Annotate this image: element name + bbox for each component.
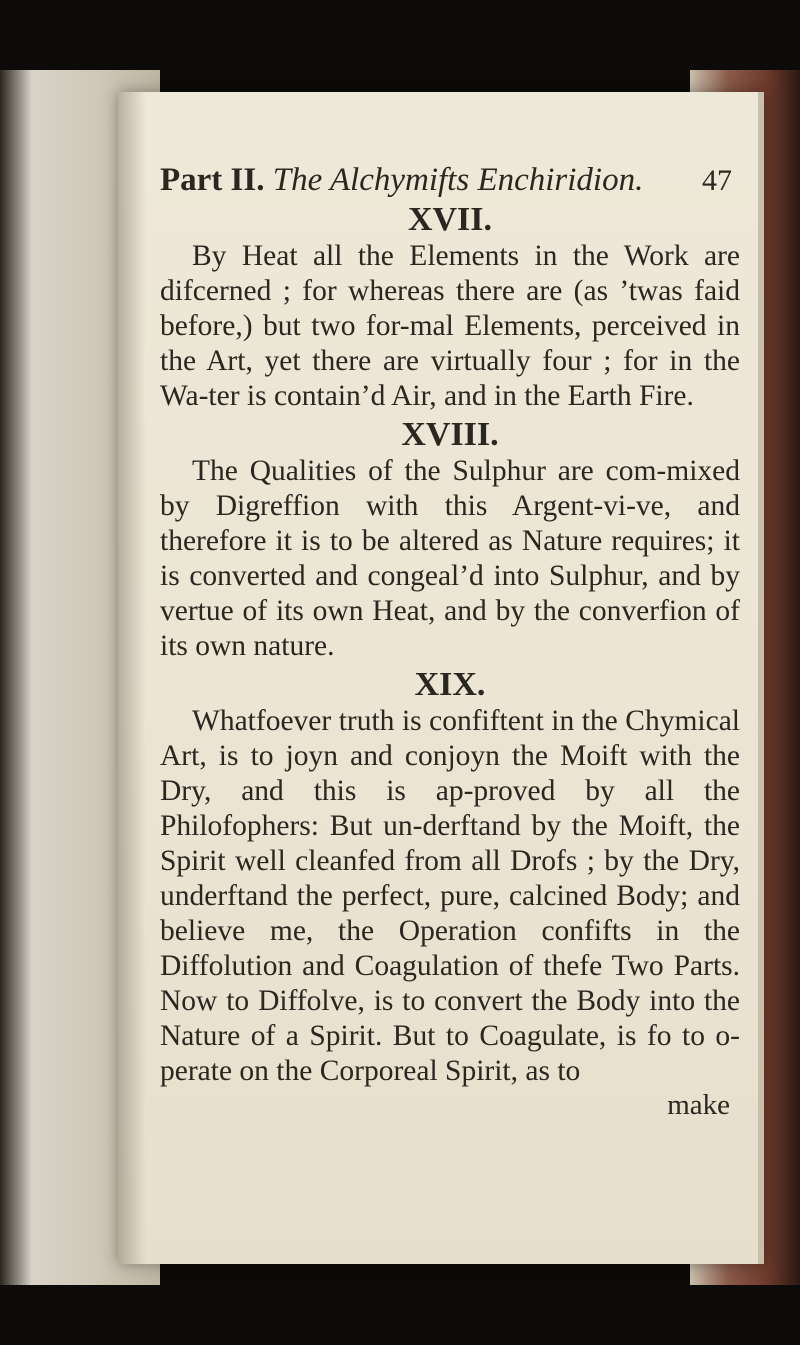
page-number: 47 bbox=[702, 164, 732, 197]
page-content bbox=[160, 162, 740, 1122]
header-part: Part II. bbox=[160, 162, 265, 198]
header-title-group bbox=[160, 162, 643, 199]
section-numeral: XIX. bbox=[414, 666, 486, 703]
section-numeral: XVIII. bbox=[401, 416, 499, 453]
book-page bbox=[118, 92, 764, 1264]
catchword: make bbox=[667, 1089, 730, 1121]
running-header bbox=[160, 162, 740, 199]
section-text: Whatfoever truth is confiftent in the Chymical Art, is to joyn and conjoyn the Moift with the Dry, and this is ap-proved by all the Philofophers: But un-derftand by the Moift, the Spirit well cleanfed from all Drofs ; by the Dry, underftand the perfect, pure, calcined Body; and believe me, the Operation confifts in the Diffolution and Coagulation of thefe Two Parts. Now to Diffolve, is to convert the Body into the Nature of a Spirit. But to Coagulate, is fo to o-perate on the Corporeal Spirit, as to bbox=[160, 705, 740, 1087]
section-text: By Heat all the Elements in the Work are difcerned ; for whereas there are (as ’twas faid before,) but two for-mal Elements, perceived in the Art, yet there are virtually four ; for in the Wa-ter is contain’d Air, and in the Earth Fire. bbox=[160, 240, 740, 412]
section-text: The Qualities of the Sulphur are com-mixed by Digreffion with this Argent-vi-ve, and therefore it is to be altered as Nature requires; it is converted and congeal’d into Sulphur, and by vertue of its own Heat, and by the converfion of its own nature. bbox=[160, 455, 740, 662]
header-title: The Alchymifts Enchiridion. bbox=[272, 162, 644, 198]
section-numeral: XVII. bbox=[407, 201, 493, 238]
